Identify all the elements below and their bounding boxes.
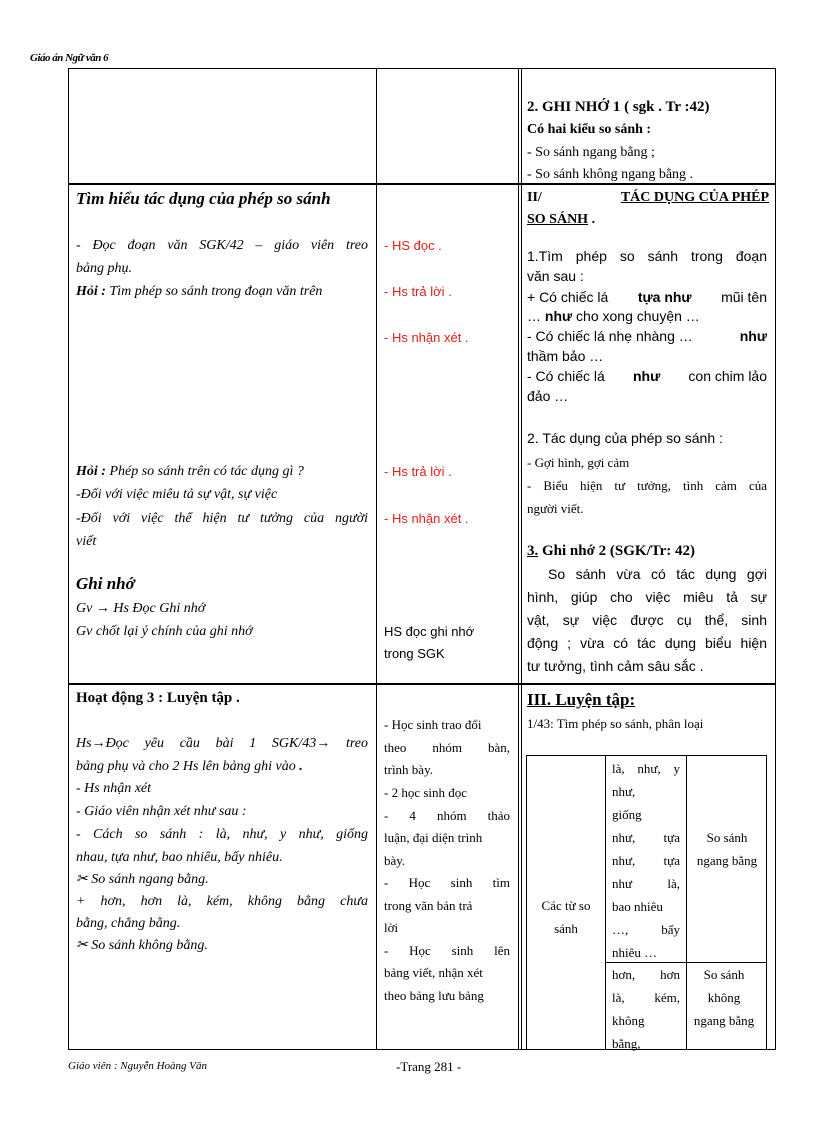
effects-l11: - Biểu hiện tư tưởng, tình cảm của	[527, 478, 767, 493]
word-item: là, như, y	[612, 761, 680, 776]
memo-read: Gv → Hs Đọc Ghi nhớ	[76, 601, 206, 616]
effects-l3: + Có chiếc lá tựa như mũi tên	[527, 289, 767, 305]
arrow-icon: →	[91, 736, 106, 751]
effects-l8: đảo …	[527, 388, 569, 404]
word-item: như là,	[612, 876, 680, 891]
column-divider-1	[376, 68, 377, 1050]
student-answer-6: HS đọc ghi nhớ	[384, 624, 475, 639]
question-2-c: viết	[76, 534, 97, 549]
section-ii-heading: II/ TÁC DỤNG CỦA PHÉP	[527, 190, 769, 205]
memo1-subheading: Có hai kiểu so sánh :	[527, 122, 652, 137]
memo2-l3: vật, sự việc được cụ thể, sinh	[527, 612, 767, 628]
practice-l6: nhau, tựa như, bao nhiêu, bấy nhiêu.	[76, 850, 283, 865]
practice-l7: ✂ So sánh ngang bằng.	[76, 872, 209, 887]
word-item: …, bấy	[612, 922, 680, 937]
practice-student-l2: theo nhóm bàn,	[384, 740, 510, 755]
word-item: như, tựa	[612, 853, 680, 868]
type-equal: So sánh ngang bằng	[696, 830, 758, 868]
read-instruction: - Đọc đoạn văn SGK/42 – giáo viên treo	[76, 238, 368, 253]
word-item: hơn, hơn	[612, 967, 680, 982]
memo1-item-2: - So sánh không ngang bằng .	[527, 167, 694, 182]
footer-page-number: -Trang 281 -	[396, 1059, 462, 1074]
read-instruction-cont: bảng phụ.	[76, 261, 132, 276]
scissors-icon: ✂	[76, 872, 88, 887]
practice-l3: - Hs nhận xét	[76, 781, 152, 796]
memo-heading: Ghi nhớ	[76, 574, 135, 593]
effects-l10: - Gợi hình, gợi cảm	[527, 455, 630, 470]
practice-student-l5: - 4 nhóm thảo	[384, 808, 510, 823]
word-item: bằng,	[612, 1036, 641, 1051]
practice-student-l13: theo bảng lưu bảng	[384, 988, 484, 1003]
word-item: như,	[612, 784, 636, 799]
practice-l4: - Giáo viên nhận xét như sau :	[76, 804, 247, 819]
effects-l7: - Có chiếc lá như con chim lảo	[527, 368, 767, 384]
memo-conclude: Gv chốt lại ý chính của ghi nhớ	[76, 624, 253, 639]
practice-student-l3: trình bày.	[384, 762, 433, 777]
comparison-row-header: Các từ so sánh	[541, 898, 591, 936]
memo2-l4: động ; vừa có tác dụng biểu hiện	[527, 635, 767, 651]
memo2-l5: tư tưởng, tình cảm sâu sắc .	[527, 658, 704, 674]
row-divider-2	[68, 683, 776, 685]
practice-student-l12: bảng viết, nhận xét	[384, 965, 483, 980]
student-answer-1: - HS đọc .	[384, 238, 442, 253]
effects-l2: văn sau :	[527, 268, 584, 284]
document-header: Giáo án Ngữ văn 6	[30, 52, 109, 64]
question-2-a: -Đối với việc miêu tả sự vật, sự việc	[76, 487, 278, 502]
practice-student-l8: - Học sinh tìm	[384, 875, 510, 890]
comparison-table-divider-1	[605, 755, 606, 1050]
section-heading-effects: Tìm hiểu tác dụng của phép so sánh	[76, 189, 331, 208]
practice-l1: Hs→Đọc yêu cầu bài 1 SGK/43→ treo	[76, 736, 368, 751]
arrow-icon: →	[95, 601, 110, 616]
word-item: giống	[612, 807, 642, 822]
section-ii-heading-2: SO SÁNH .	[527, 212, 596, 227]
word-item: bao nhiêu	[612, 899, 663, 914]
student-answer-7: trong SGK	[384, 646, 445, 661]
effects-l4: … như cho xong chuyện …	[527, 308, 700, 324]
arrow-icon: →	[316, 736, 331, 751]
comparison-table-divider-2	[686, 755, 687, 1050]
effects-l12: người viết.	[527, 501, 584, 516]
practice-student-l6: luận, đại diện trình	[384, 830, 483, 845]
exercise-task: 1/43: Tìm phép so sánh, phân loại	[527, 716, 704, 731]
word-item: như, tựa	[612, 830, 680, 845]
practice-student-l4: - 2 học sinh đọc	[384, 785, 468, 800]
word-item: nhiêu …	[612, 945, 658, 960]
memo2-l2: hình, giúp cho việc miêu tả sự	[527, 589, 767, 605]
practice-l10: ✂ So sánh không bằng.	[76, 938, 208, 953]
column-divider-2b	[521, 68, 522, 1050]
memo2-l1: So sánh vừa có tác dụng gợi	[548, 566, 767, 582]
student-answer-3: - Hs nhận xét .	[384, 330, 469, 345]
effects-l6: thầm bảo …	[527, 348, 604, 364]
column-divider-2	[518, 68, 519, 1050]
student-answer-5: - Hs nhận xét .	[384, 511, 469, 526]
activity-3-heading: Hoạt động 3 : Luyện tập .	[76, 690, 240, 706]
practice-student-l9: trong văn bản trả	[384, 898, 473, 913]
section-iii-heading: III. Luyện tập:	[527, 690, 636, 709]
words-equal-list	[612, 757, 680, 964]
type-unequal: So sánh không ngang bằng	[693, 967, 755, 1028]
words-unequal-list	[612, 963, 680, 1055]
practice-l2: bảng phụ và cho 2 Hs lên bảng ghi vào .	[76, 759, 303, 774]
scissors-icon: ✂	[76, 938, 88, 953]
question-2-b: -Đối với việc thể hiện tư tưởng của người	[76, 511, 368, 526]
footer-teacher: Giáo viên : Nguyễn Hoàng Văn	[68, 1060, 207, 1072]
question-2: Hỏi : Phép so sánh trên có tác dụng gì ?	[76, 464, 304, 479]
practice-l9: bằng, chẳng bằng.	[76, 916, 181, 931]
memo1-heading: 2. GHI NHỚ 1 ( sgk . Tr :42)	[527, 99, 710, 115]
effects-l9: 2. Tác dụng của phép so sánh :	[527, 430, 723, 446]
question-1: Hỏi : Tìm phép so sánh trong đoạn văn trên	[76, 284, 323, 299]
practice-l5: - Cách so sánh : là, như, y như, giống	[76, 827, 368, 842]
practice-student-l7: bày.	[384, 853, 406, 868]
practice-student-l10: lời	[384, 920, 399, 935]
practice-student-l1: - Học sinh trao đổi	[384, 717, 482, 732]
word-item: là, kém,	[612, 990, 680, 1005]
effects-l1: 1.Tìm phép so sánh trong đoạn	[527, 248, 767, 264]
student-answer-2: - Hs trả lời .	[384, 284, 452, 299]
practice-student-l11: - Học sinh lên	[384, 943, 510, 958]
practice-l8: + hơn, hơn là, kém, không bằng chưa	[76, 894, 368, 909]
word-item: không	[612, 1013, 645, 1028]
student-answer-4: - Hs trả lời .	[384, 464, 452, 479]
memo1-item-1: - So sánh ngang bằng ;	[527, 145, 655, 160]
effects-l5: - Có chiếc lá nhẹ nhàng … như	[527, 328, 767, 344]
memo2-heading: 3. Ghi nhớ 2 (SGK/Tr: 42)	[527, 543, 696, 559]
